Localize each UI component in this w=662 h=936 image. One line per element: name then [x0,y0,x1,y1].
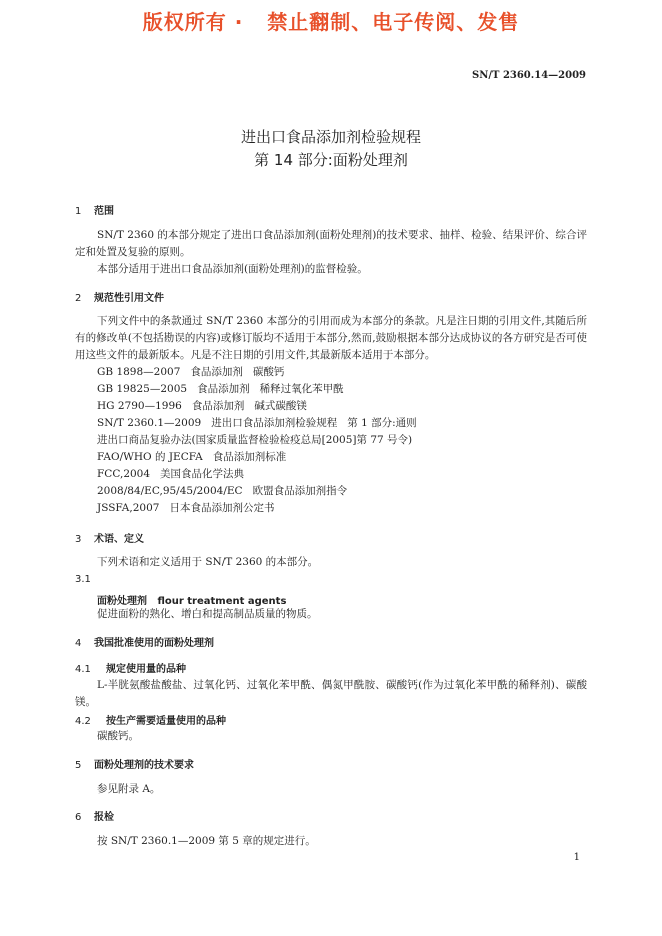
section-4-heading [75,634,214,649]
subsection-number: 4.1 [75,664,91,675]
subsection-number: 4.2 [75,716,91,727]
section-number: 3 [75,534,82,545]
reference-item: FAO/WHO 的 JECFA 食品添加剂标准 [97,451,287,463]
section-5-paragraph: 参见附录 A。 [97,783,161,795]
subsection-title: 规定使用量的品种 [106,664,186,675]
subsection-title: 按生产需要适量使用的品种 [106,716,226,727]
reference-item: JSSFA,2007 日本食品添加剂公定书 [97,502,275,514]
section-2-heading [75,289,164,304]
definition-text: 促进面粉的熟化、增白和提高制品质量的物质。 [97,608,318,620]
section-title: 我国批准使用的面粉处理剂 [94,638,214,649]
copyright-banner: 版权所有 · 禁止翻制、电子传阅、发售 [142,10,520,34]
section-number: 1 [75,206,82,217]
section-2-paragraph: 下列文件中的条款通过 SN/T 2360 本部分的引用而成为本部分的条款。凡是注日期的引用文件,其随后所有的修改单(不包括勘误的内容)或修订版均不适用于本部分,然而,鼓励根据本部分达成协议的各方研究是否可使用这些文件的最新版本。凡是不注日期的引用文件,其最新版本适用于本部分。 [75,315,587,361]
section-6-heading [75,808,114,823]
section-6-paragraph: 按 SN/T 2360.1—2009 第 5 章的规定进行。 [97,835,316,847]
subsection-number: 3.1 [75,574,91,585]
reference-item: 2008/84/EC,95/45/2004/EC 欧盟食品添加剂指令 [97,485,348,497]
reference-item: GB 1898—2007 食品添加剂 碳酸钙 [97,366,285,378]
section-number: 5 [75,760,82,771]
document-subtitle: 第 14 部分:面粉处理剂 [254,151,408,169]
section-number: 4 [75,638,82,649]
reference-item: HG 2790—1996 食品添加剂 碱式碳酸镁 [97,400,307,412]
section-title: 面粉处理剂的技术要求 [94,760,194,771]
reference-item: FCC,2004 美国食品化学法典 [97,468,245,480]
section-1-paragraph-1: SN/T 2360 的本部分规定了进出口食品添加剂(面粉处理剂)的技术要求、抽样、检验、结果评价、综合评定和处置及复验的原则。 [75,229,587,258]
subsection-4-2-paragraph: 碳酸钙。 [97,730,139,742]
section-5-heading [75,756,194,771]
section-1-paragraph-2: 本部分适用于进出口食品添加剂(面粉处理剂)的监督检验。 [97,263,368,275]
section-title: 规范性引用文件 [94,293,164,304]
section-3-paragraph: 下列术语和定义适用于 SN/T 2360 的本部分。 [97,556,319,568]
reference-item: SN/T 2360.1—2009 进出口食品添加剂检验规程 第 1 部分:通则 [97,417,417,429]
page-number: 1 [573,852,580,863]
reference-item: GB 19825—2005 食品添加剂 稀释过氧化苯甲酰 [97,383,344,395]
subsection-4-1-paragraph: L-半胱氨酸盐酸盐、过氧化钙、过氧化苯甲酰、偶氮甲酰胺、碳酸钙(作为过氧化苯甲酰的稀释剂)、碳酸镁。 [75,679,587,708]
section-title: 报检 [94,812,114,823]
standard-code: SN/T 2360.14—2009 [472,70,586,81]
section-1-heading [75,202,114,217]
document-title: 进出口食品添加剂检验规程 [240,128,421,146]
section-3-heading [75,530,144,545]
reference-item: 进出口商品复验办法(国家质量监督检验检疫总局[2005]第 77 号令) [97,434,413,446]
section-number: 6 [75,812,82,823]
section-number: 2 [75,293,82,304]
section-title: 范围 [94,206,114,217]
definition-term: 面粉处理剂 flour treatment agents [97,596,287,607]
subsection-4-1-heading [75,660,186,675]
section-title: 术语、定义 [94,534,144,545]
subsection-3-1-number [75,574,91,585]
subsection-4-2-heading [75,712,226,727]
